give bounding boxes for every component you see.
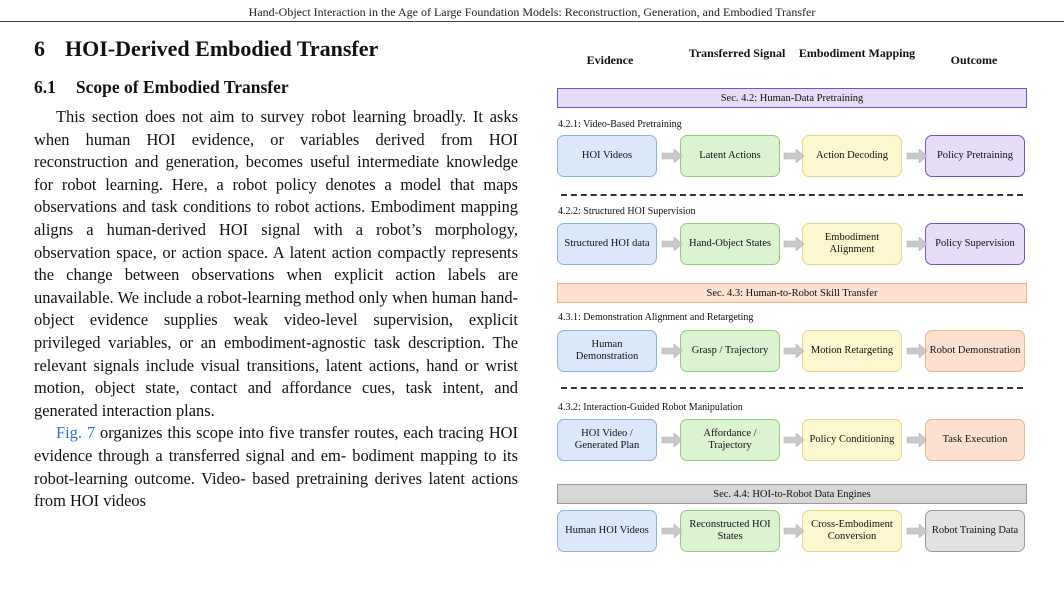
route-divider	[561, 387, 1023, 389]
flow-node: Affordance / Trajectory	[680, 419, 780, 461]
flow-node: Motion Retargeting	[802, 330, 902, 372]
flow-arrow-icon	[661, 149, 683, 163]
paragraph-2: Fig. 7 organizes this scope into five transfer routes, each tracing HOI evidence through a transferred signal and em- bodiment mapping to its robot-learning outcome. Video- based pretraining derives latent actions from HOI videos	[34, 423, 518, 511]
flow-node: Task Execution	[925, 419, 1025, 461]
flow-arrow-icon	[906, 344, 928, 358]
subsection-heading	[34, 76, 518, 98]
main-text-column	[34, 36, 518, 513]
section-band: Sec. 4.3: Human-to-Robot Skill Transfer	[557, 283, 1027, 303]
flow-node: Latent Actions	[680, 135, 780, 177]
flow-node: Policy Conditioning	[802, 419, 902, 461]
column-header-outcome: Outcome	[950, 53, 998, 67]
flow-node: Human HOI Videos	[557, 510, 657, 552]
subsection-title: Scope of Embodied Transfer	[75, 77, 289, 97]
flow-node: Structured HOI data	[557, 223, 657, 265]
flow-node: Human Demonstration	[557, 330, 657, 372]
figure-reference-link[interactable]: Fig. 7	[56, 423, 96, 443]
flow-arrow-icon	[783, 344, 805, 358]
route-label: 4.3.1: Demonstration Alignment and Retargeting	[558, 312, 754, 323]
route-label: 4.2.2: Structured HOI Supervision	[558, 206, 696, 217]
subsection-number: 6.1	[34, 77, 56, 97]
flow-node: Hand-Object States	[680, 223, 780, 265]
route-divider	[561, 194, 1023, 196]
flow-arrow-icon	[906, 237, 928, 251]
flow-node: HOI Video / Generated Plan	[557, 419, 657, 461]
transfer-routes-figure	[553, 38, 1033, 578]
flow-node: Policy Pretraining	[925, 135, 1025, 177]
flow-arrow-icon	[906, 149, 928, 163]
flow-arrow-icon	[661, 344, 683, 358]
section-number: 6	[34, 36, 45, 61]
flow-node: Action Decoding	[802, 135, 902, 177]
flow-arrow-icon	[661, 524, 683, 538]
column-header-transferred-signal: Transferred Signal	[688, 46, 786, 60]
section-heading	[34, 36, 518, 62]
flow-node: Reconstructed HOI States	[680, 510, 780, 552]
section-band: Sec. 4.2: Human-Data Pretraining	[557, 88, 1027, 108]
route-label: 4.2.1: Video-Based Pretraining	[558, 119, 682, 130]
flow-arrow-icon	[783, 237, 805, 251]
flow-node: Robot Training Data	[925, 510, 1025, 552]
running-head: Hand-Object Interaction in the Age of Large Foundation Models: Reconstruction, Generation, and Embodied Transfer	[248, 5, 816, 19]
column-header-embodiment-mapping: Embodiment Mapping	[798, 46, 916, 60]
flow-arrow-icon	[783, 433, 805, 447]
flow-arrow-icon	[783, 149, 805, 163]
flow-arrow-icon	[906, 433, 928, 447]
header-rule	[0, 21, 1064, 22]
flow-node: Grasp / Trajectory	[680, 330, 780, 372]
paragraph-1: This section does not aim to survey robot learning broadly. It asks when human HOI evidence, or variables derived from HOI reconstruction and generation, becomes useful intermediate knowledge for robot learning. Here, a robot policy denotes a model that maps observations and task conditions to robot actions. Embodiment mapping aligns a human-derived HOI signal with a robot’s morphology, observation space, or action space. A latent action compactly represents the change between observations when explicit action labels are unavailable. We include a robot-learning method only when human hand-object evidence supplies weak video-level supervision, explicit privileged variables, or an embodiment-agnostic task description. The relevant signals include visual transitions, latent actions, hand or wrist motion, object state, contact and affordance cues, task intent, and generated interaction plans.	[34, 107, 518, 420]
section-band: Sec. 4.4: HOI-to-Robot Data Engines	[557, 484, 1027, 504]
flow-node: Cross-Embodiment Conversion	[802, 510, 902, 552]
flow-arrow-icon	[783, 524, 805, 538]
route-label: 4.3.2: Interaction-Guided Robot Manipulation	[558, 402, 743, 413]
section-title: HOI-Derived Embodied Transfer	[65, 36, 379, 61]
flow-arrow-icon	[661, 433, 683, 447]
flow-node: HOI Videos	[557, 135, 657, 177]
flow-node: Robot Demonstration	[925, 330, 1025, 372]
column-header-evidence: Evidence	[586, 53, 634, 67]
body-text	[34, 106, 518, 513]
flow-arrow-icon	[906, 524, 928, 538]
flow-arrow-icon	[661, 237, 683, 251]
flow-node: Embodiment Alignment	[802, 223, 902, 265]
flow-node: Policy Supervision	[925, 223, 1025, 265]
